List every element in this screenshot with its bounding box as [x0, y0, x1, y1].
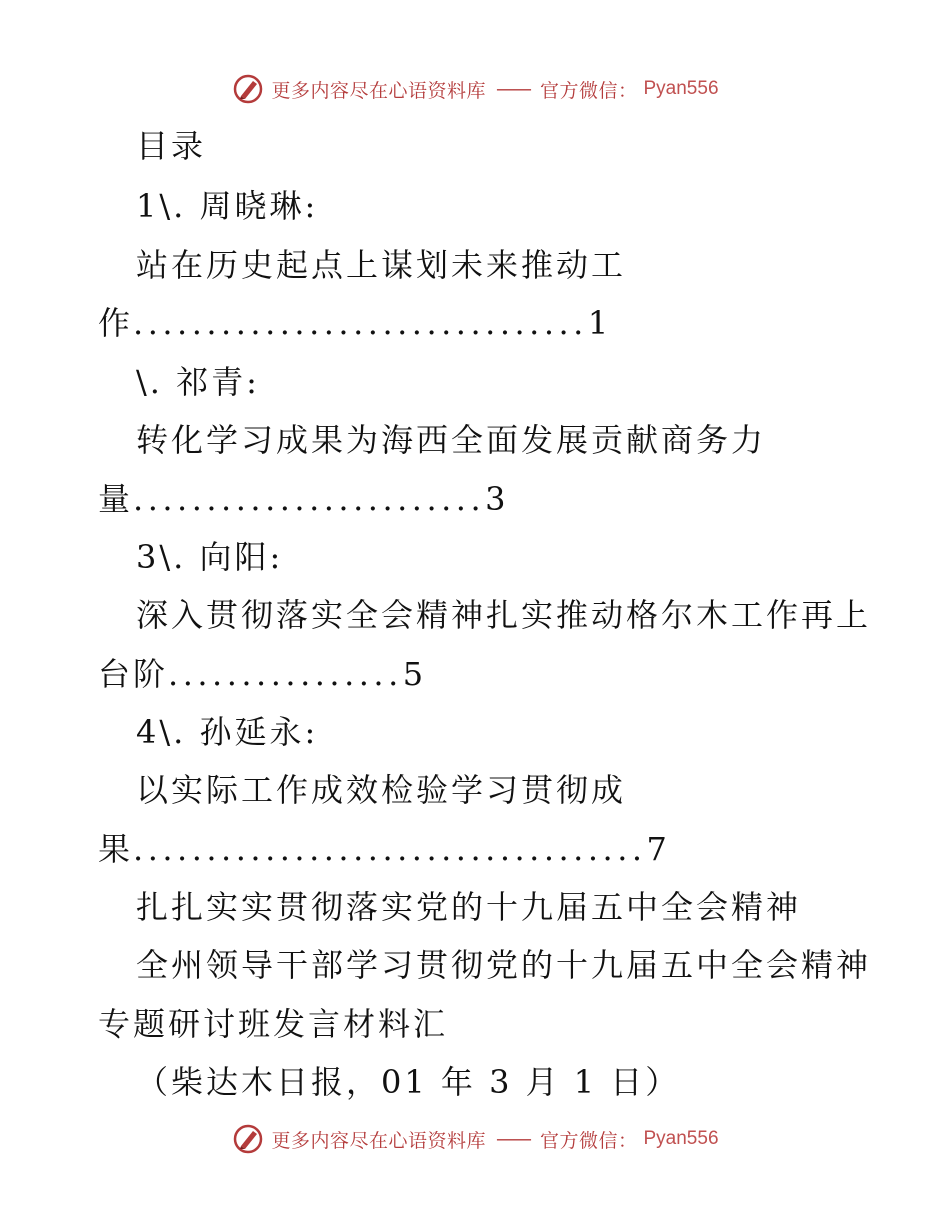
toc-entry-title: 深入贯彻落实全会精神扎实推动格尔木工作再上 — [136, 596, 872, 634]
watermark-text: 更多内容尽在心语资料库 — [271, 79, 486, 102]
toc-entry-title-tail: 作 — [98, 304, 134, 342]
watermark-separator: —— — [495, 78, 530, 100]
toc-dot-leader: ............................... — [133, 304, 588, 342]
watermark-footer — [0, 1119, 950, 1159]
toc-page-number: 5 — [402, 655, 427, 693]
toc-entry-title-tail: 果 — [98, 830, 134, 868]
body-line: 全州领导干部学习贯彻党的十九届五中全会精神 — [136, 946, 872, 984]
watermark-wechat-id: Pyan556 — [643, 1128, 719, 1149]
toc-entry-title: 站在历史起点上谋划未来推动工 — [136, 246, 627, 284]
watermark-wechat-label: 官方微信： — [539, 79, 638, 102]
toc-entry-heading: 1\. 周晓琳: — [136, 187, 319, 225]
watermark-wechat-label: 官方微信： — [539, 1129, 638, 1152]
toc-entry-heading: 3\. 向阳: — [136, 538, 284, 576]
toc-entry-heading: 4\. 孙延永: — [136, 713, 319, 751]
toc-entry-line — [98, 303, 611, 343]
toc-entry-title: 以实际工作成效检验学习贯彻成 — [136, 771, 627, 809]
toc-dot-leader: ................................... — [133, 830, 647, 868]
body-line: 扎扎实实贯彻落实党的十九届五中全会精神 — [136, 888, 802, 926]
toc-dot-leader: ........................ — [133, 480, 486, 518]
toc-page-number: 3 — [485, 480, 509, 518]
toc-page-number: 1 — [587, 304, 612, 342]
pen-logo-icon — [231, 1122, 265, 1156]
toc-entry-line — [98, 654, 426, 694]
toc-entry-line — [98, 829, 670, 869]
toc-title: 目录 — [136, 127, 207, 165]
watermark-wechat-id: Pyan556 — [643, 78, 719, 99]
source-citation: （柴达木日报，01 年 3 月 1 日） — [136, 1063, 681, 1101]
toc-entry-title-tail: 量 — [98, 480, 134, 518]
body-line: 专题研讨班发言材料汇 — [98, 1005, 449, 1043]
watermark-separator: —— — [495, 1128, 530, 1150]
toc-page-number: 7 — [646, 830, 670, 868]
watermark-text: 更多内容尽在心语资料库 — [271, 1129, 486, 1152]
toc-entry-line — [98, 479, 509, 519]
toc-entry-title-tail: 台阶 — [98, 655, 169, 693]
toc-entry-heading: \. 祁青: — [136, 363, 260, 401]
toc-entry-title: 转化学习成果为海西全面发展贡献商务力 — [136, 421, 767, 459]
toc-dot-leader: ................ — [168, 655, 403, 693]
